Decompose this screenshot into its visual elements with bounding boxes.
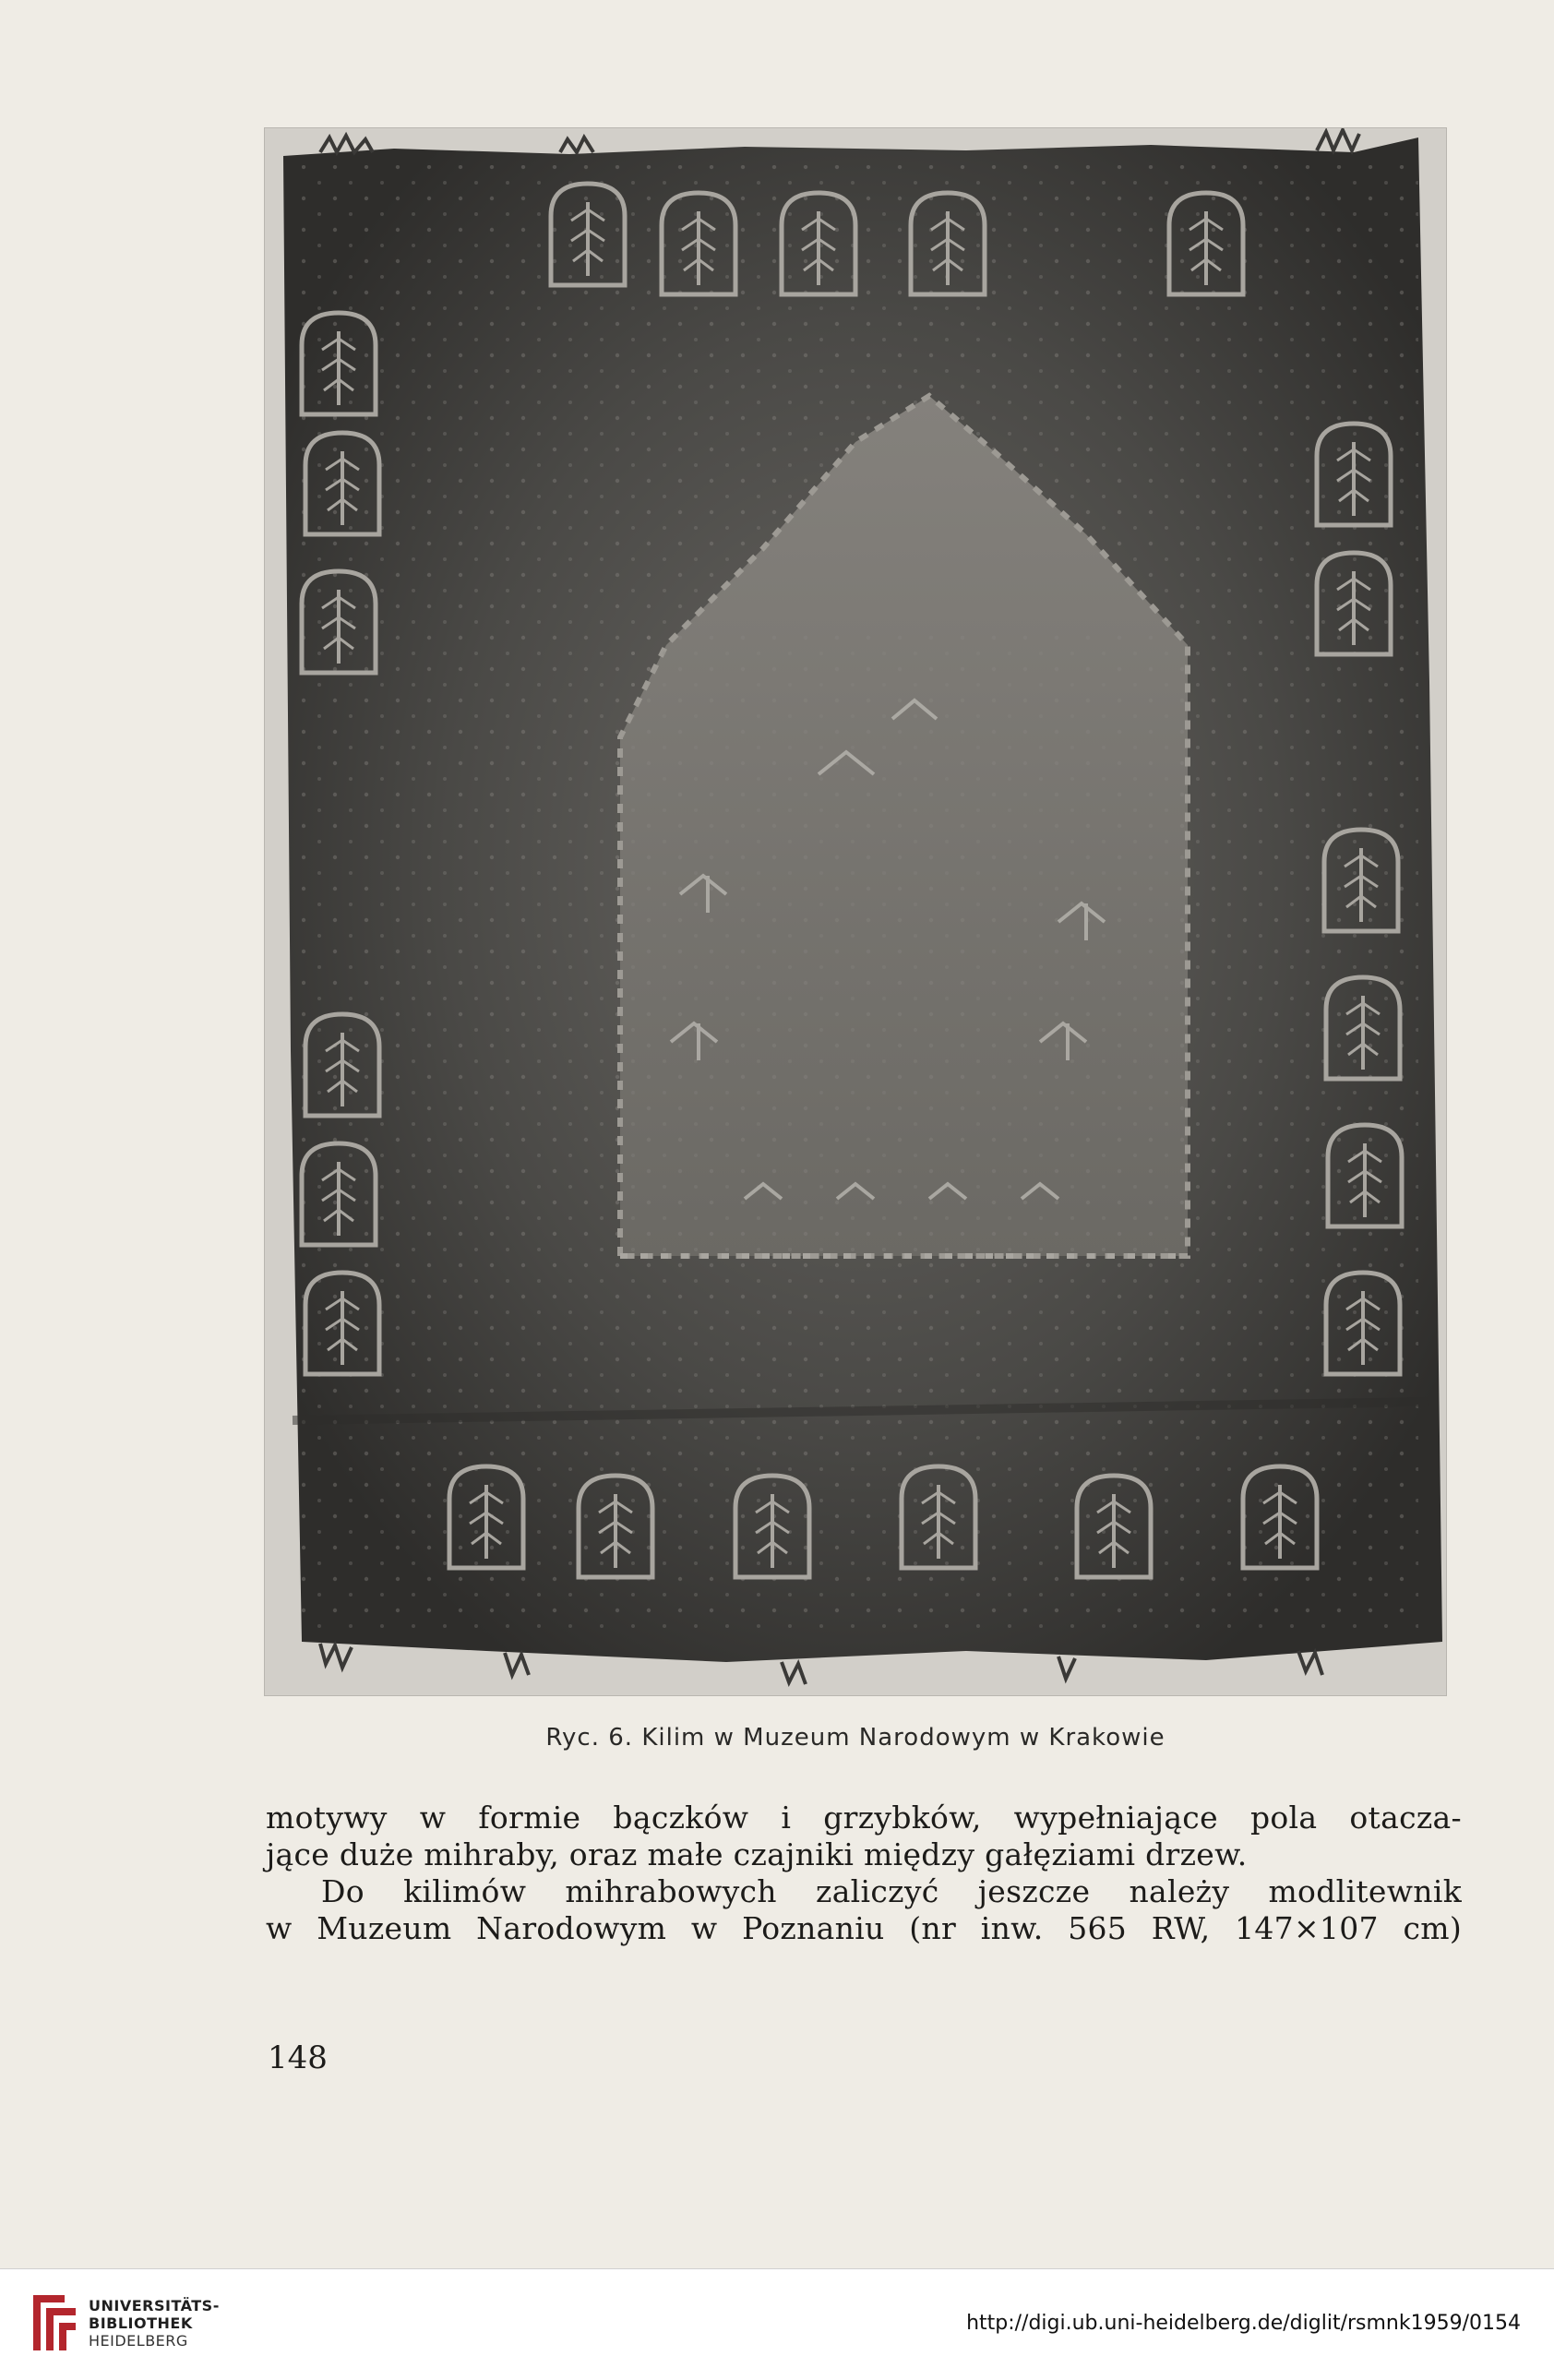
body-paragraph xyxy=(266,1800,1462,1947)
library-footer xyxy=(0,2268,1554,2380)
library-name-line: UNIVERSITÄTS- xyxy=(89,2297,220,2314)
text-line: jące duże mihraby, oraz małe czajniki między gałęziami drzew. xyxy=(266,1836,1248,1872)
permalink-url[interactable]: http://digi.ub.uni-heidelberg.de/diglit/rsmnk1959/0154 xyxy=(966,2312,1521,2335)
text-line: w Muzeum Narodowym w Poznaniu (nr inw. 565 RW, 147×107 cm) xyxy=(266,1910,1462,1946)
figure-caption: Ryc. 6. Kilim w Muzeum Narodowym w Krakowie xyxy=(545,1724,1166,1752)
text-line: Do kilimów mihrabowych zaliczyć jeszcze należy modlitewnik xyxy=(321,1873,1462,1909)
page-number: 148 xyxy=(268,2039,328,2076)
university-library-logo-icon[interactable] xyxy=(28,2290,81,2356)
figure-photograph-kilim xyxy=(264,127,1447,1696)
kilim-rug-image xyxy=(265,128,1446,1695)
text-line: motywy w formie bączków i grzybków, wypełniające pola otacza- xyxy=(266,1800,1462,1836)
library-name xyxy=(89,2297,220,2350)
library-name-line: BIBLIOTHEK xyxy=(89,2314,193,2332)
library-name-line: HEIDELBERG xyxy=(89,2332,188,2350)
